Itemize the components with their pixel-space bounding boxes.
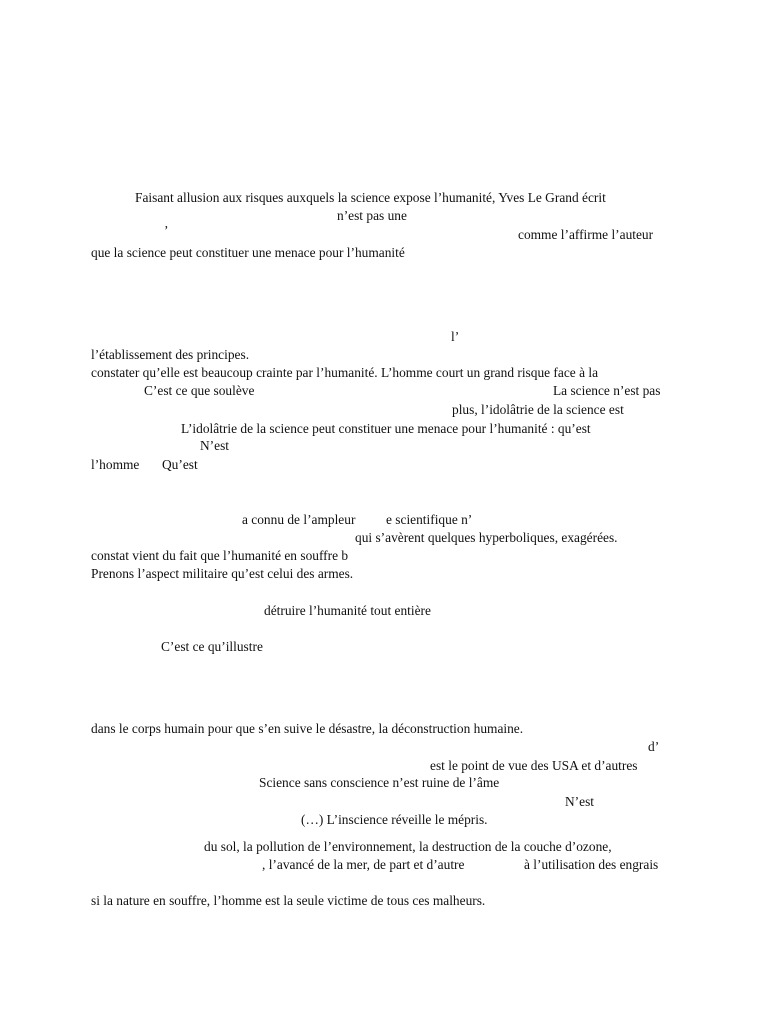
text-fragment: Faisant allusion aux risques auxquels la science expose l’humanité, Yves Le Grand écrit [135,190,606,205]
text-fragment: C’est ce qu’illustre [161,639,263,654]
text-fragment: du sol, la pollution de l’environnement, la destruction de la couche d’ozone, [204,839,612,854]
text-fragment: C’est ce que soulève [144,383,255,398]
text-fragment: dans le corps humain pour que s’en suive le désastre, la déconstruction humaine. [91,721,524,736]
text-fragment: est le point de vue des USA et d’autres [430,758,638,773]
text-fragment: si la nature en souffre, l’homme est la seule victime de tous ces malheurs. [91,893,486,908]
text-fragment: N’est [565,794,595,809]
text-fragment: a connu de l’ampleur [242,512,356,527]
text-fragment: constater qu’elle est beaucoup crainte par l’humanité. L’homme court un grand risque face à la [91,365,599,380]
text-fragment: constat vient du fait que l’humanité en souffre b [91,548,349,563]
text-fragment: que la science peut constituer une menace pour l’humanité [91,245,405,260]
text-fragment: e scientifique n’ [386,512,473,527]
text-fragment: plus, l’idolâtrie de la science est [452,402,624,417]
text-fragment: La science n’est pas [553,383,661,398]
text-fragment: l’établissement des principes. [91,347,250,362]
text-fragment: Qu’est [162,457,198,472]
text-fragment: détruire l’humanité tout entière [264,603,431,618]
text-fragment: l’ [451,329,460,344]
text-fragment: comme l’affirme l’auteur [518,227,654,242]
text-fragment: L’idolâtrie de la science peut constituer une menace pour l’humanité : qu’est [181,421,591,436]
text-fragment: Science sans conscience n’est ruine de l’âme [259,775,500,790]
text-fragment: à l’utilisation des engrais [524,857,659,872]
text-fragment: Prenons l’aspect militaire qu’est celui des armes. [91,566,354,581]
text-fragment: l’homme [91,457,140,472]
text-fragment: qui s’avèrent quelques hyperboliques, exagérées. [355,530,618,545]
text-fragment: d’ [648,739,660,754]
text-fragment: n’est pas une [337,208,407,223]
text-fragment: N’est [200,438,230,453]
text-fragment: , l’avancé de la mer, de part et d’autre [262,857,465,872]
text-fragment: ’ [164,223,169,238]
text-fragment: (…) L’inscience réveille le mépris. [301,812,488,827]
